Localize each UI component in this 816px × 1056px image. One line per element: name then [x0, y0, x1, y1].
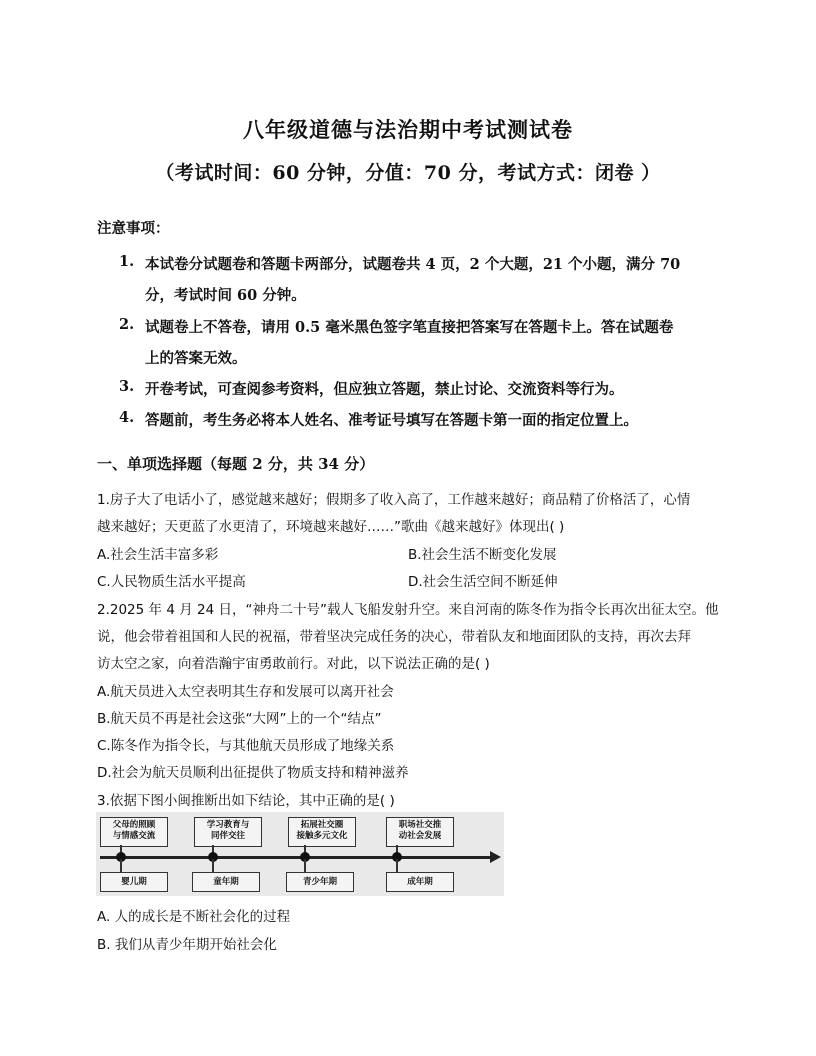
exam-subtitle: （考试时间：60 分钟，分值：70 分，考试方式：闭卷 ）: [155, 162, 661, 184]
q2-option-b: B.航天员不再是社会这张“大网”上的一个“结点”: [97, 711, 382, 727]
timeline-bottom-box-2: 童年期: [192, 872, 260, 892]
timeline-axis: [100, 856, 492, 859]
note-4-number: 4.: [119, 409, 135, 426]
q1-option-d: D.社会生活空间不断延伸: [408, 574, 558, 590]
timeline-arrow-icon: [490, 851, 501, 863]
timeline-top-box-2-line-1: 学习教育与: [206, 820, 250, 830]
timeline-top-box-4-line-2: 动社会发展: [398, 831, 442, 841]
timeline-top-box-4-line-1: 职场社交推: [398, 820, 442, 830]
growth-timeline-figure: [96, 812, 504, 896]
timeline-connector: [304, 859, 306, 872]
q2-option-a: A.航天员进入太空表明其生存和发展可以离开社会: [97, 684, 394, 700]
note-2-line-1: 试题卷上不答卷，请用 0.5 毫米黑色签字笔直接把答案写在答题卡上。答在试题卷: [145, 319, 674, 336]
timeline-top-box-1-line-2: 与情感交流: [112, 831, 156, 841]
timeline-top-box-3-line-2: 接触多元文化: [296, 831, 348, 841]
timeline-connector: [396, 859, 398, 872]
q2-stem-line-3: 访太空之家，向着浩瀚宇宙勇敢前行。对此，以下说法正确的是( ): [97, 656, 490, 672]
note-2-number: 2.: [119, 316, 135, 333]
timeline-top-box-3: [288, 817, 356, 847]
q1-option-b: B.社会生活不断变化发展: [408, 547, 557, 563]
section-1-heading: 一、单项选择题（每题 2 分，共 34 分）: [97, 455, 375, 473]
q2-option-d: D.社会为航天员顺利出征提供了物质支持和精神滋养: [97, 765, 409, 781]
notes-heading: 注意事项：: [97, 220, 170, 237]
note-1-line-2: 分，考试时间 60 分钟。: [145, 287, 306, 304]
note-3-line-1: 开卷考试，可查阅参考资料，但应独立答题，禁止讨论、交流资料等行为。: [145, 381, 624, 398]
timeline-top-box-4: [386, 817, 454, 847]
q2-stem-line-1: 2.2025 年 4 月 24 日，“神舟二十号”载人飞船发射升空。来自河南的陈冬作为指令长再次出征太空。他: [97, 602, 719, 618]
exam-title: 八年级道德与法治期中考试测试卷: [243, 117, 573, 142]
timeline-bottom-box-4: 成年期: [386, 872, 454, 892]
q1-stem-line-1: 1.房子大了电话小了，感觉越来越好；假期多了收入高了，工作越来越好；商品精了价格活了，心情: [97, 492, 691, 508]
timeline-top-box-2: [194, 817, 262, 847]
q2-stem-line-2: 说，他会带着祖国和人民的祝福，带着坚决完成任务的决心，带着队友和地面团队的支持，再次去拜: [97, 629, 691, 645]
timeline-connector: [212, 859, 214, 872]
timeline-top-box-1-line-1: 父母的照顾: [112, 820, 156, 830]
q3-option-a: A. 人的成长是不断社会化的过程: [97, 909, 291, 925]
timeline-top-box-1: [100, 817, 168, 847]
timeline-top-box-2-line-2: 同伴交往: [210, 831, 245, 841]
note-3-number: 3.: [119, 378, 135, 395]
q1-stem-line-2: 越来越好；天更蓝了水更清了，环境越来越好……”歌曲《越来越好》体现出( ): [97, 519, 565, 535]
note-1-number: 1.: [119, 253, 135, 270]
note-2-line-2: 上的答案无效。: [145, 350, 247, 367]
timeline-bottom-box-3: 青少年期: [286, 872, 354, 892]
q2-option-c: C.陈冬作为指令长，与其他航天员形成了地缘关系: [97, 738, 395, 754]
q3-option-b: B. 我们从青少年期开始社会化: [97, 937, 277, 953]
timeline-bottom-box-1: 婴儿期: [100, 872, 168, 892]
q1-option-a: A.社会生活丰富多彩: [97, 547, 219, 563]
note-1-line-1: 本试卷分试题卷和答题卡两部分，试题卷共 4 页，2 个大题，21 个小题，满分 70: [145, 256, 681, 273]
timeline-top-box-3-line-1: 拓展社交圈: [300, 820, 344, 830]
note-4-line-1: 答题前，考生务必将本人姓名、准考证号填写在答题卡第一面的指定位置上。: [145, 412, 638, 429]
q3-stem: 3.依据下图小闽推断出如下结论，其中正确的是( ): [97, 793, 395, 809]
q1-option-c: C.人民物质生活水平提高: [97, 574, 246, 590]
timeline-connector: [120, 859, 122, 872]
